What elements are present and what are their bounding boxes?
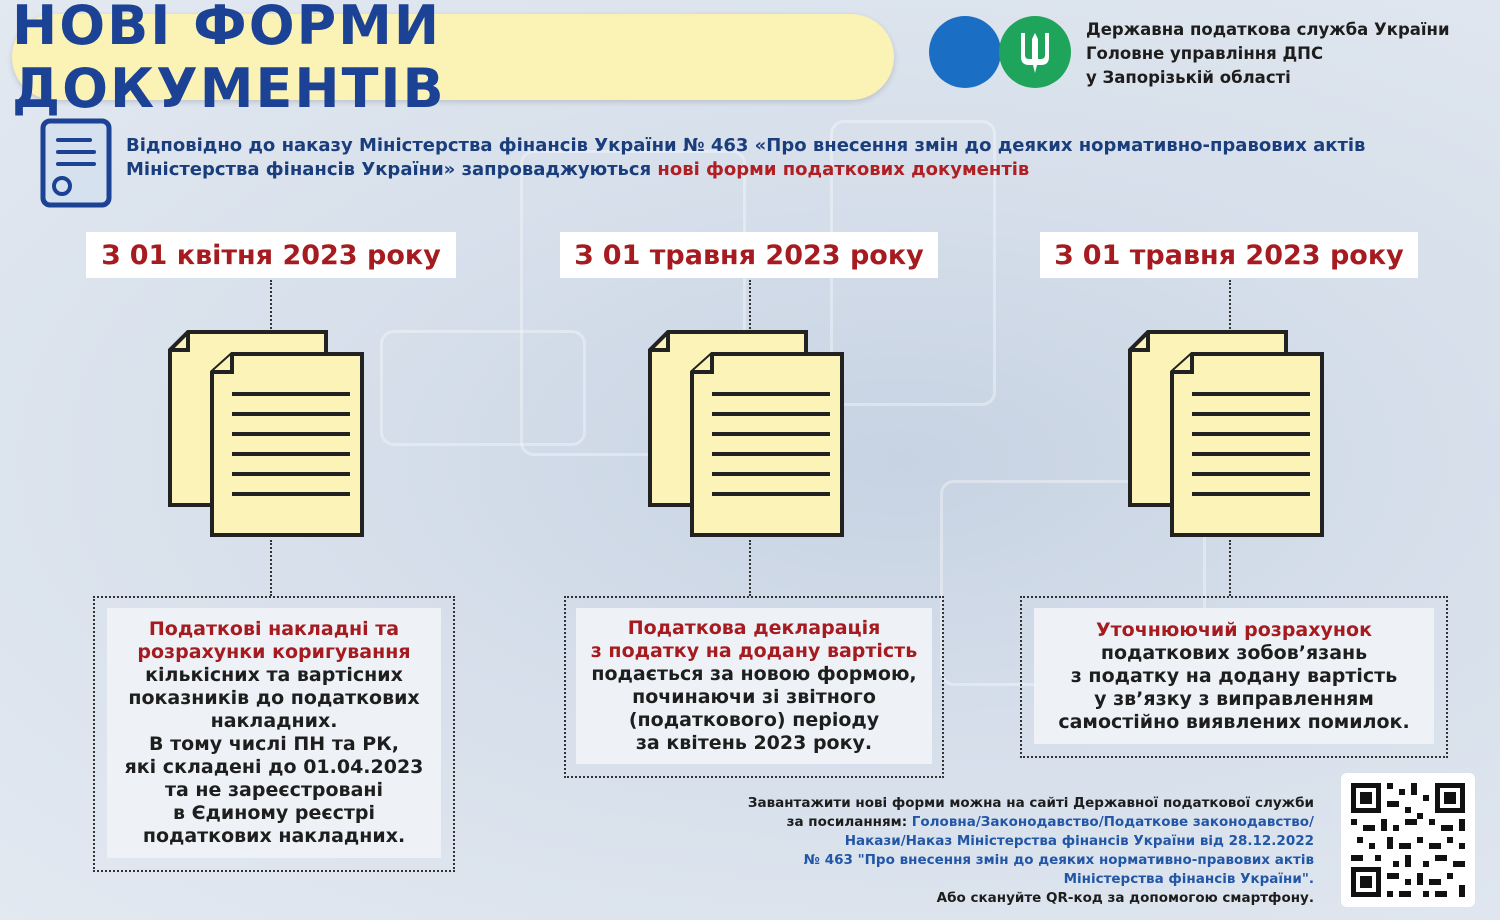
documents-icon [166, 330, 366, 540]
box-text-line: В тому числі ПН та РК, [149, 733, 399, 755]
box-text-line: накладних. [210, 710, 338, 732]
intro-main: Відповідно до наказу Міністерства фінансів України № 463 «Про внесення змін до деяких нормативно-правових актів Міністерства фінансів України» запроваджуються [126, 135, 1366, 180]
box-text-line: з податку на додану вартість [1070, 664, 1398, 687]
description-box-2 [564, 596, 944, 778]
connector-line [1229, 280, 1231, 332]
box-text-line: які складені до 01.04.2023 [124, 756, 424, 778]
date-label-3: З 01 травня 2023 року [1040, 232, 1418, 278]
org-line-2: Головне управління ДПС [1086, 44, 1324, 63]
footer-line: Або скануйте QR-код за допомогою смартфону. [936, 890, 1314, 906]
page-title: НОВІ ФОРМИ ДОКУМЕНТІВ [12, 0, 446, 120]
box-text-line: самостійно виявлених помилок. [1058, 710, 1410, 733]
box-text-line: та не зареєстровані [164, 779, 384, 801]
document-icon [40, 118, 112, 208]
documents-icon [1126, 330, 1326, 540]
trident-logo [999, 16, 1071, 88]
connector-line [270, 280, 272, 332]
download-info [600, 794, 1314, 908]
footer-line: за посиланням: Головна/Законодавство/Податкове законодавство/ [786, 814, 1314, 830]
footer-link[interactable]: Міністерства фінансів України". [1063, 871, 1314, 887]
qr-code-icon [1341, 773, 1475, 907]
box-heading-line: Уточнюючий розрахунок [1096, 618, 1372, 641]
title-banner [12, 0, 894, 120]
org-line-1: Державна податкова служба України [1086, 20, 1450, 39]
date-label-1: З 01 квітня 2023 року [86, 232, 456, 278]
documents-icon [646, 330, 846, 540]
box-heading-line: Податкова декларація [627, 617, 881, 639]
footer-link[interactable]: Накази/Наказ Міністерства фінансів України від 28.12.2022 [844, 833, 1314, 849]
footer-link[interactable]: Головна/Законодавство/Податкове законодавство/ [911, 814, 1314, 830]
box-text-line: починаючи зі звітного [632, 686, 876, 708]
footer-link[interactable]: № 463 "Про внесення змін до деяких нормативно-правових актів [803, 852, 1314, 868]
org-line-3: у Запорізькій області [1086, 68, 1291, 87]
trident-icon [1017, 29, 1053, 75]
description-box-1 [93, 596, 455, 872]
box-heading-line: з податку на додану вартість [590, 640, 918, 662]
intro-highlight: нові форми податкових документів [657, 159, 1030, 180]
box-heading-line: розрахунки коригування [137, 641, 411, 663]
description-box-3 [1020, 596, 1448, 758]
intro-text [126, 134, 1466, 182]
box-text-line: (податкового) періоду [628, 709, 880, 731]
box-text-line: подається за новою формою, [591, 663, 917, 685]
connector-line [749, 280, 751, 332]
box-text-line: за квітень 2023 року. [635, 732, 873, 754]
box-text-line: кількісних та вартісних [145, 664, 403, 686]
qr-code[interactable] [1341, 773, 1475, 907]
connector-line [1229, 540, 1231, 596]
organization-name [1086, 18, 1450, 90]
connector-line [270, 540, 272, 596]
box-text-line: показників до податкових [128, 687, 420, 709]
box-text-line: у зв’язку з виправленням [1094, 687, 1374, 710]
box-text-line: в Єдиному реєстрі [172, 802, 376, 824]
blue-circle-logo [929, 16, 1001, 88]
box-text-line: податкових зобов’язань [1100, 641, 1368, 664]
connector-line [749, 540, 751, 596]
box-text-line: податкових накладних. [142, 825, 406, 847]
box-heading-line: Податкові накладні та [148, 618, 400, 640]
date-label-2: З 01 травня 2023 року [560, 232, 938, 278]
footer-line: Завантажити нові форми можна на сайті Державної податкової служби [747, 795, 1314, 811]
